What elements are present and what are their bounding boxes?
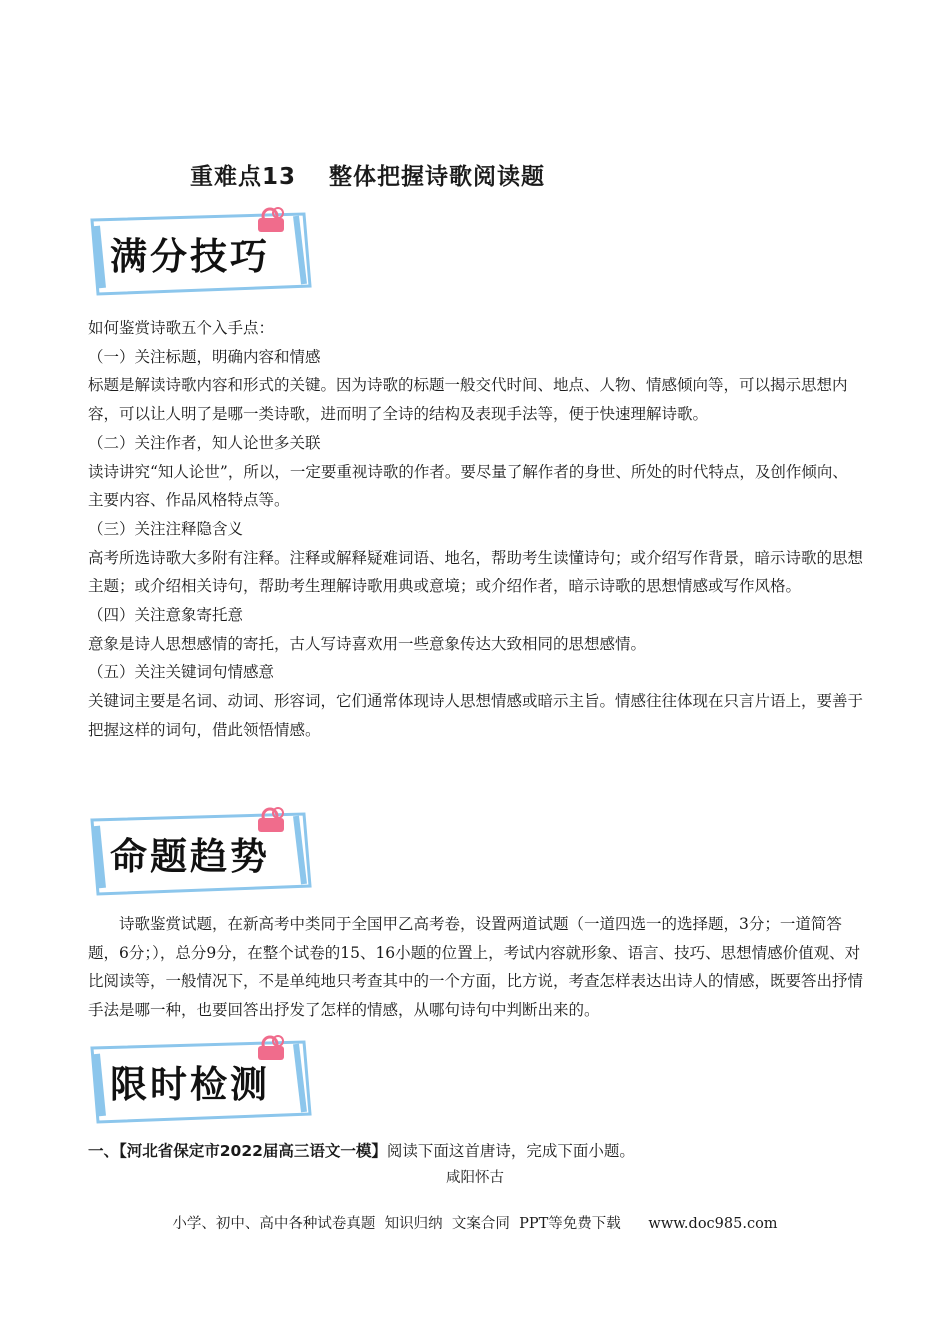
banner-trend-label: 命题趋势 — [110, 835, 270, 878]
skills-heading-3: （三）关注注释隐含义 — [88, 519, 244, 538]
skills-heading-4: （四）关注意象寄托意 — [88, 606, 244, 625]
skills-section — [88, 314, 863, 745]
banner-skills-label: 满分技巧 — [110, 235, 270, 278]
question-intro — [88, 1137, 635, 1165]
skills-heading-2: （二）关注作者，知人论世多关联 — [88, 433, 321, 452]
question-text: 阅读下面这首唐诗，完成下面小题。 — [386, 1142, 635, 1160]
banner-test — [82, 1034, 322, 1126]
page-title: 重难点13 整体把握诗歌阅读题 — [190, 164, 546, 190]
poem-title: 咸阳怀古 — [446, 1170, 504, 1186]
skills-heading-5: （五）关注关键词句情感意 — [88, 663, 275, 682]
skills-intro: 如何鉴赏诗歌五个入手点： — [88, 319, 275, 337]
skills-heading-1: （一）关注标题，明确内容和情感 — [88, 347, 321, 366]
skills-body-3: 高考所选诗歌大多附有注释。注释或解释疑难词语、地名，帮助考生读懂诗句；或介绍写作背景，暗示诗歌的思想主题；或介绍相关诗句，帮助考生理解诗歌用典或意境；或介绍作者，暗示诗歌的思想情感或写作风格。 — [88, 548, 864, 596]
skills-body-1: 标题是解读诗歌内容和形式的关键。因为诗歌的标题一般交代时间、地点、人物、情感倾向等，可以揭示思想内容，可以让人明了是哪一类诗歌，进而明了全诗的结构及表现手法等，便于快速理解诗歌。 — [88, 376, 848, 424]
question-source: 一、【河北省保定市2022届高三语文一模】 — [88, 1142, 387, 1160]
skills-body-4: 意象是诗人思想感情的寄托，古人写诗喜欢用一些意象传达大致相同的思想感情。 — [88, 634, 647, 653]
skills-body-5: 关键词主要是名词、动词、形容词，它们通常体现诗人思想情感或暗示主旨。情感往往体现在只言片语上，要善于把握这样的词句，借此领悟情感。 — [88, 692, 864, 739]
banner-test-label: 限时检测 — [110, 1063, 270, 1106]
skills-body-2: 读诗讲究“知人论世”，所以，一定要重视诗歌的作者。要尽量了解作者的身世、所处的时代特点，及创作倾向、主要内容、作品风格特点等。 — [88, 462, 848, 510]
banner-trend — [82, 806, 322, 898]
page-footer: 小学、初中、高中各种试卷真题 知识归纳 文案合同 PPT等免费下载 www.doc985.com — [172, 1216, 778, 1232]
banner-skills — [82, 206, 322, 298]
trend-section — [88, 910, 863, 1025]
trend-body: 诗歌鉴赏试题，在新高考中类同于全国甲乙高考卷，设置两道试题（一道四选一的选择题，3分；一道简答题，6分；），总分9分，在整个试卷的15、16小题的位置上，考试内容就形象、语言、技巧、思想情感价值观、对比阅读等，一般情况下，不是单纯地只考查其中的一个方面，比方说，考查怎样表达出诗人的情感，既要答出抒情手法是哪一种，也要回答出抒发了怎样的情感，从哪句诗句中判断出来的。 — [88, 915, 864, 1020]
